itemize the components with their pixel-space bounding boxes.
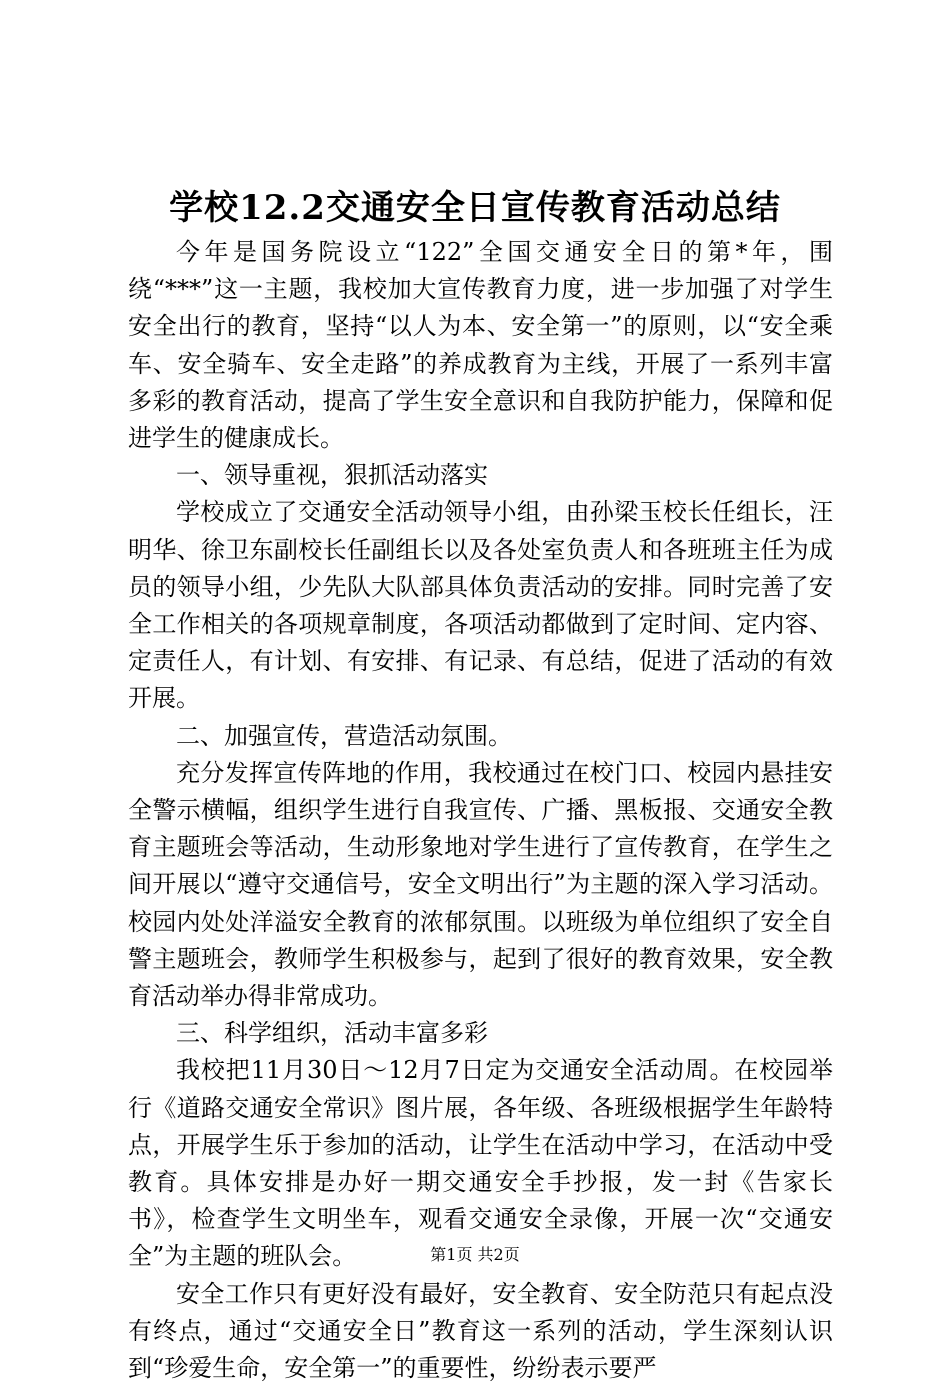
paragraph-intro: 今年是国务院设立“122”全国交通安全日的第*年，围绕“***”这一主题，我校加大宣传教育力度，进一步加强了对学生安全出行的教育，坚持“以人为本、安全第一”的原则，以“安全乘车、安全骑车、安全走路”的养成教育为主线，开展了一系列丰富多彩的教育活动，提高了学生安全意识和自我防护能力，保障和促进学生的健康成长。 (128, 238, 833, 453)
document-body (128, 234, 833, 1387)
section-heading-3: 三、科学组织，活动丰富多彩 (176, 1019, 488, 1048)
document-title: 学校12.2交通安全日宣传教育活动总结 (169, 188, 781, 228)
paragraph-section-3: 我校把11月30日～12月7日定为交通安全活动周。在校园举行《道路交通安全常识》图片展，各年级、各班级根据学生年龄特点，开展学生乐于参加的活动，让学生在活动中学习，在活动中受教育。具体安排是办好一期交通安全手抄报，发一封《告家长书》，检查学生文明坐车，观看交通安全录像，开展一次“交通安全”为主题的班队会。 (128, 1056, 833, 1271)
section-heading-2: 二、加强宣传，营造活动氛围。 (176, 721, 512, 750)
paragraph-section-1: 学校成立了交通安全活动领导小组，由孙梁玉校长任组长，汪明华、徐卫东副校长任副组长以及各处室负责人和各班班主任为成员的领导小组，少先队大队部具体负责活动的安排。同时完善了安全工作相关的各项规章制度，各项活动都做到了定时间、定内容、定责任人，有计划、有安排、有记录、有总结，促进了活动的有效开展。 (128, 498, 833, 713)
paragraph-conclusion: 安全工作只有更好没有最好，安全教育、安全防范只有起点没有终点，通过“交通安全日”教育这一系列的活动，学生深刻认识到“珍爱生命，安全第一”的重要性，纷纷表示要严 (128, 1279, 833, 1383)
page-footer: 第1页 共2页 (430, 1245, 520, 1264)
paragraph-section-2: 充分发挥宣传阵地的作用，我校通过在校门口、校园内悬挂安全警示横幅，组织学生进行自我宣传、广播、黑板报、交通安全教育主题班会等活动，生动形象地对学生进行了宣传教育，在学生之间开展以“遵守交通信号，安全文明出行”为主题的深入学习活动。校园内处处洋溢安全教育的浓郁氛围。以班级为单位组织了安全自警主题班会，教师学生积极参与，起到了很好的教育效果，安全教育活动举办得非常成功。 (128, 758, 833, 1011)
section-heading-1: 一、领导重视，狠抓活动落实 (176, 461, 488, 490)
